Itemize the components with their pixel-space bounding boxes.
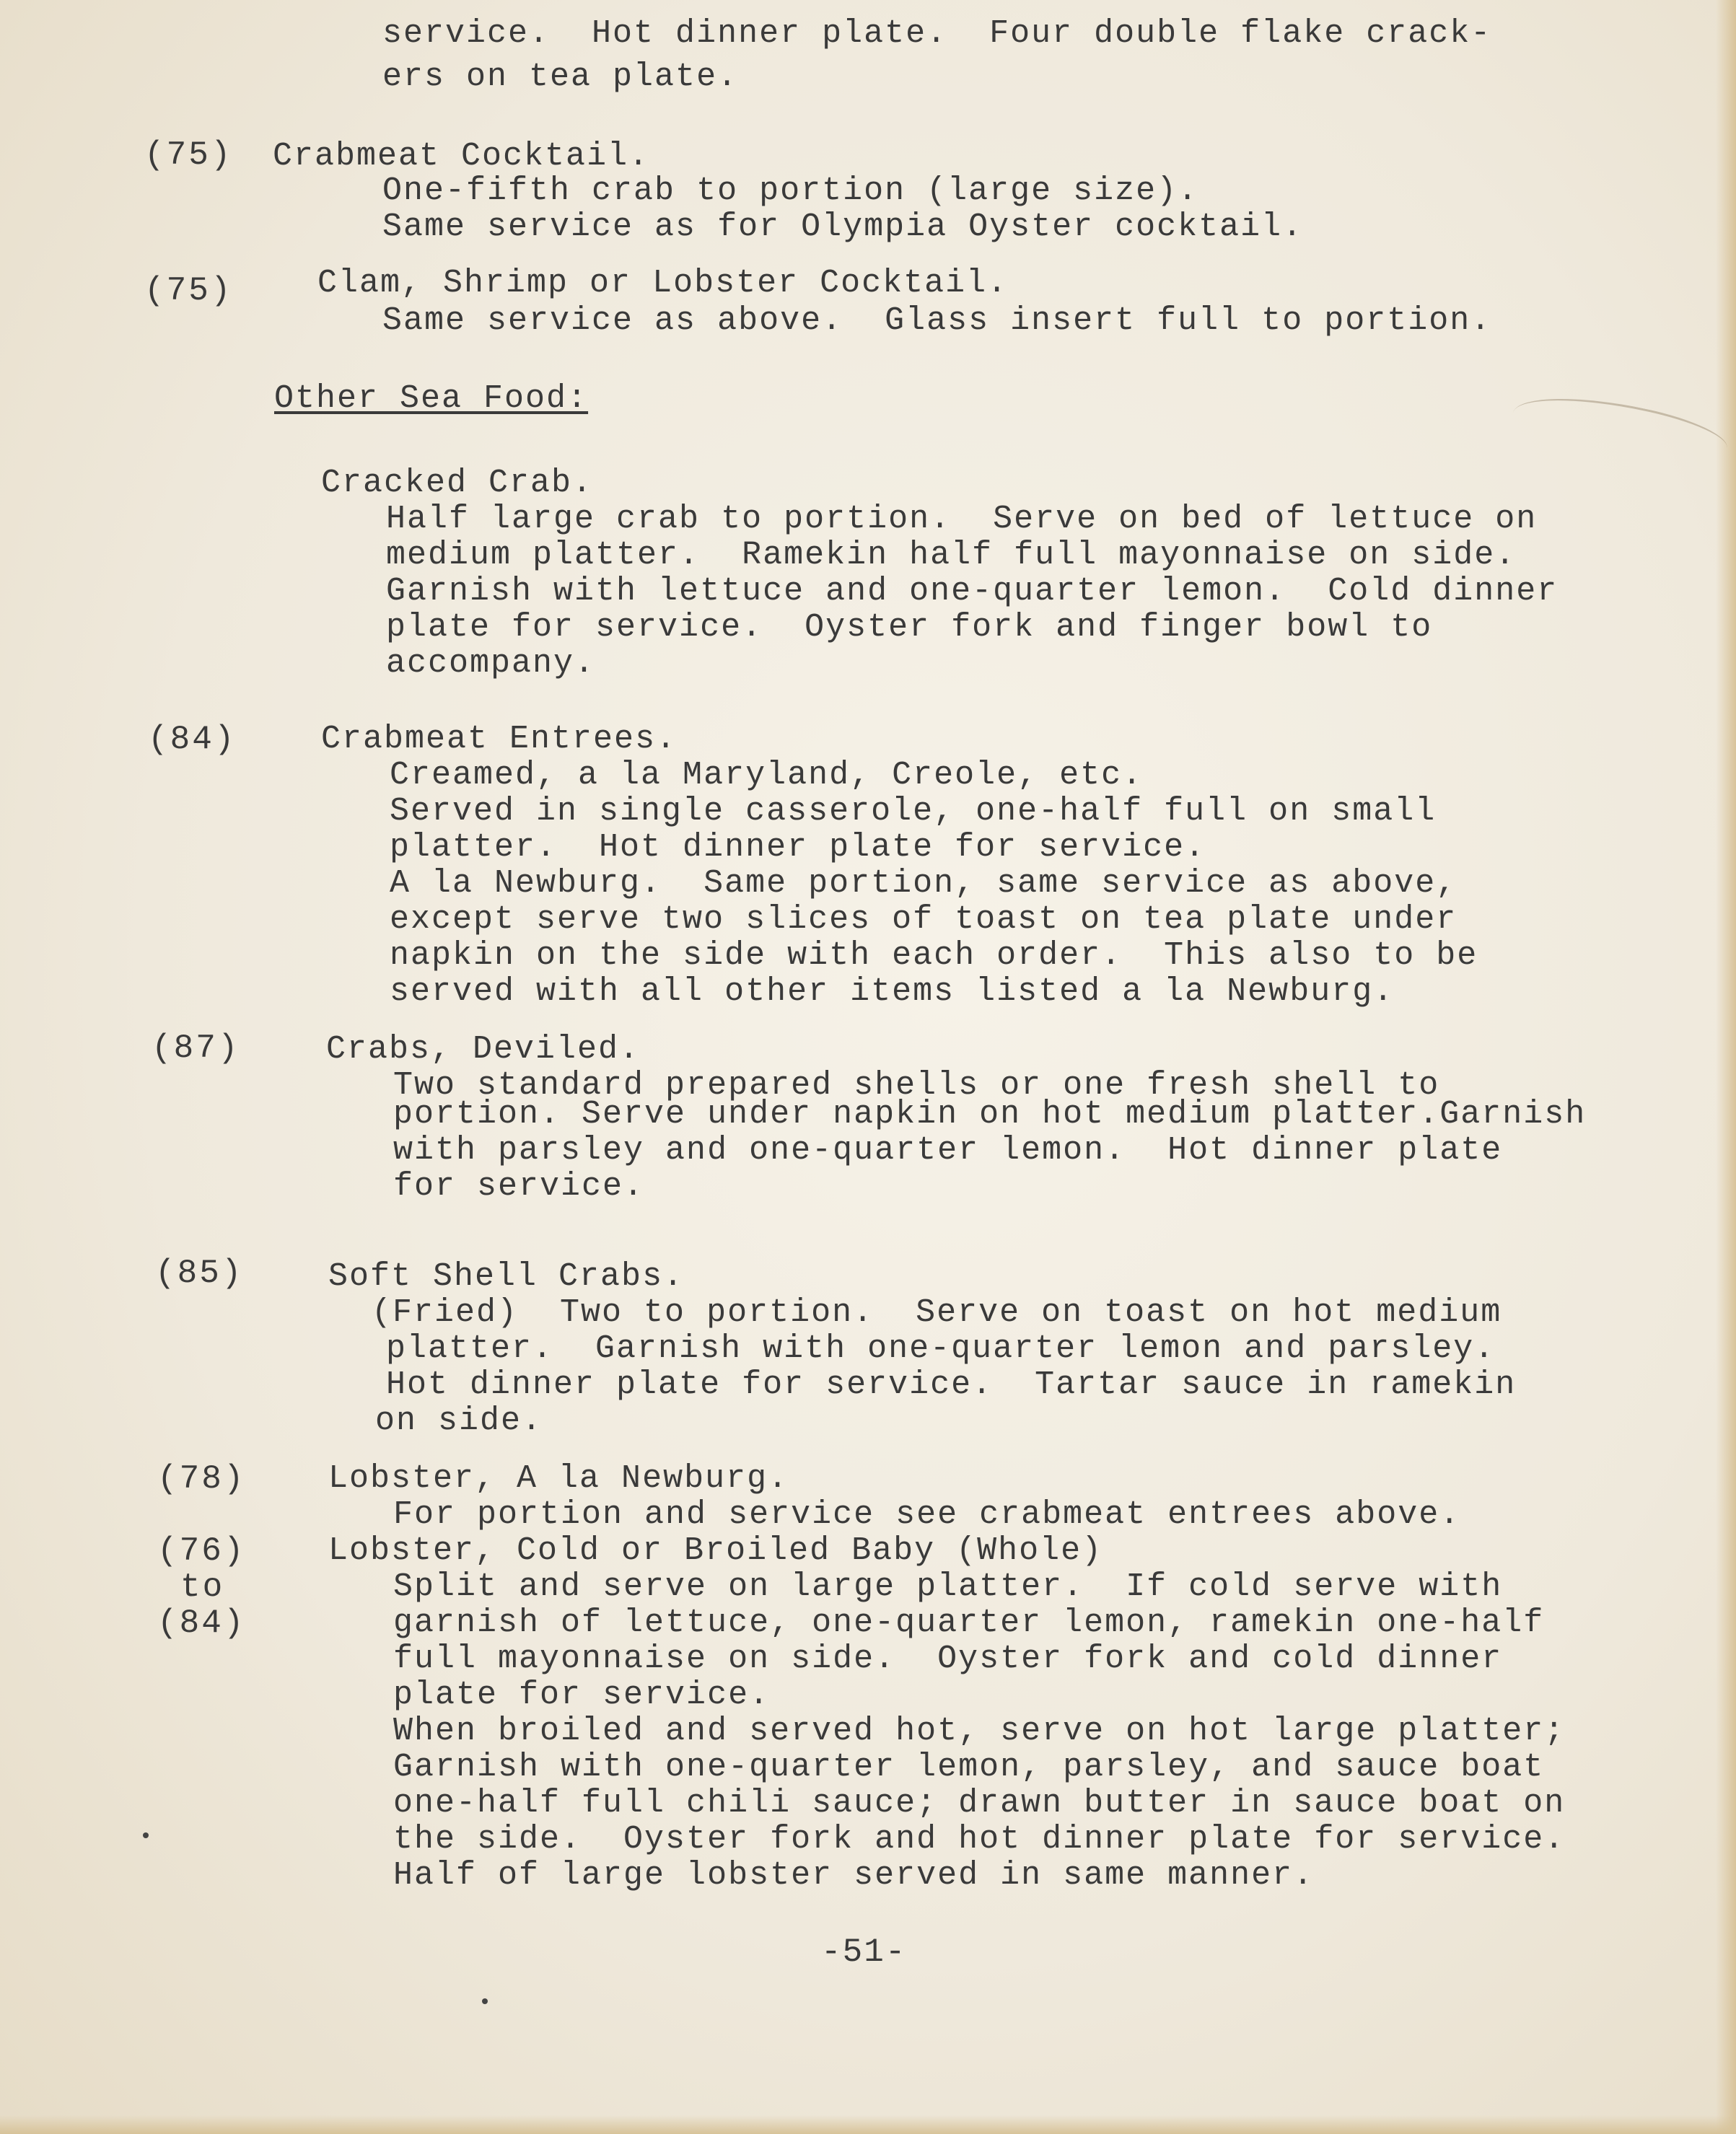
item-title: Crabmeat Cocktail. (273, 138, 650, 175)
item-line: on side. (375, 1402, 543, 1439)
paper-crease (1509, 382, 1732, 479)
item-line: When broiled and served hot, serve on hot large platter; (393, 1713, 1566, 1749)
item-line: garnish of lettuce, one-quarter lemon, ramekin one-half (393, 1604, 1545, 1641)
item-line: Half of large lobster served in same manner. (393, 1857, 1315, 1894)
item-line: Hot dinner plate for service. Tartar sauce in ramekin (386, 1366, 1517, 1403)
ink-dot (482, 1998, 488, 2004)
item-line: accompany. (386, 645, 596, 682)
item-line: one-half full chili sauce; drawn butter in sauce boat on (393, 1785, 1566, 1822)
intro-line: ers on tea plate. (382, 58, 739, 95)
paper-edge-right (1716, 0, 1736, 2134)
item-number: (76) (157, 1532, 246, 1570)
item-title: Lobster, Cold or Broiled Baby (Whole) (328, 1532, 1103, 1569)
item-line: Split and serve on large platter. If cold serve with (393, 1568, 1503, 1605)
item-line: medium platter. Ramekin half full mayonnaise on side. (386, 537, 1517, 574)
item-line: platter. Hot dinner plate for service. (390, 829, 1206, 866)
item-title: Lobster, A la Newburg. (328, 1460, 789, 1497)
item-line: Same service as for Olympia Oyster cocktail. (382, 208, 1304, 245)
item-line: For portion and service see crabmeat entrees above. (393, 1496, 1461, 1533)
item-line: Half large crab to portion. Serve on bed of lettuce on (386, 501, 1538, 537)
item-line: plate for service. Oyster fork and finger bowl to (386, 609, 1433, 646)
item-line: for service. (393, 1168, 645, 1205)
item-number: (87) (152, 1029, 240, 1067)
item-title: Soft Shell Crabs. (328, 1258, 685, 1295)
item-line: Same service as above. Glass insert full to portion. (382, 302, 1492, 339)
item-line: portion. Serve under napkin on hot medium platter.Garnish (393, 1096, 1587, 1133)
item-title: Clam, Shrimp or Lobster Cocktail. (317, 265, 1009, 302)
item-line: with parsley and one-quarter lemon. Hot dinner plate (393, 1132, 1503, 1169)
item-title: Crabmeat Entrees. (321, 721, 678, 758)
item-number: (75) (144, 136, 233, 174)
paper-edge-bottom (0, 2115, 1736, 2134)
item-line: Garnish with one-quarter lemon, parsley, and sauce boat (393, 1749, 1545, 1786)
ink-dot (143, 1832, 149, 1838)
item-number: (75) (144, 272, 233, 309)
page-number: -51- (821, 1933, 907, 1971)
item-line: Creamed, a la Maryland, Creole, etc. (390, 757, 1144, 794)
item-line: (Fried) Two to portion. Serve on toast on hot medium (372, 1294, 1502, 1331)
item-number: (78) (157, 1460, 246, 1498)
item-line: Served in single casserole, one-half full on small (390, 793, 1437, 830)
section-heading: Other Sea Food: (274, 380, 589, 417)
item-title: Crabs, Deviled. (326, 1031, 641, 1068)
item-number: (84) (148, 721, 237, 758)
item-number: (84) (157, 1604, 246, 1642)
item-line: napkin on the side with each order. This also to be (390, 937, 1478, 974)
item-line: plate for service. (393, 1677, 771, 1713)
intro-line: service. Hot dinner plate. Four double flake crack- (382, 15, 1492, 52)
item-number: (85) (155, 1255, 244, 1292)
item-line: Two standard prepared shells or one fresh shell to (393, 1067, 1440, 1104)
item-number-to: to (180, 1568, 225, 1606)
item-line: served with all other items listed a la Newburg. (390, 973, 1395, 1010)
item-line: full mayonnaise on side. Oyster fork and cold dinner (393, 1641, 1503, 1677)
item-line: except serve two slices of toast on tea plate under (390, 901, 1457, 938)
item-line: the side. Oyster fork and hot dinner plate for service. (393, 1821, 1566, 1858)
item-line: A la Newburg. Same portion, same service as above, (390, 865, 1457, 902)
item-title: Cracked Crab. (321, 465, 594, 501)
item-line: platter. Garnish with one-quarter lemon and parsley. (386, 1330, 1496, 1367)
item-line: Garnish with lettuce and one-quarter lemon. Cold dinner (386, 573, 1559, 610)
item-line: One-fifth crab to portion (large size). (382, 172, 1199, 209)
